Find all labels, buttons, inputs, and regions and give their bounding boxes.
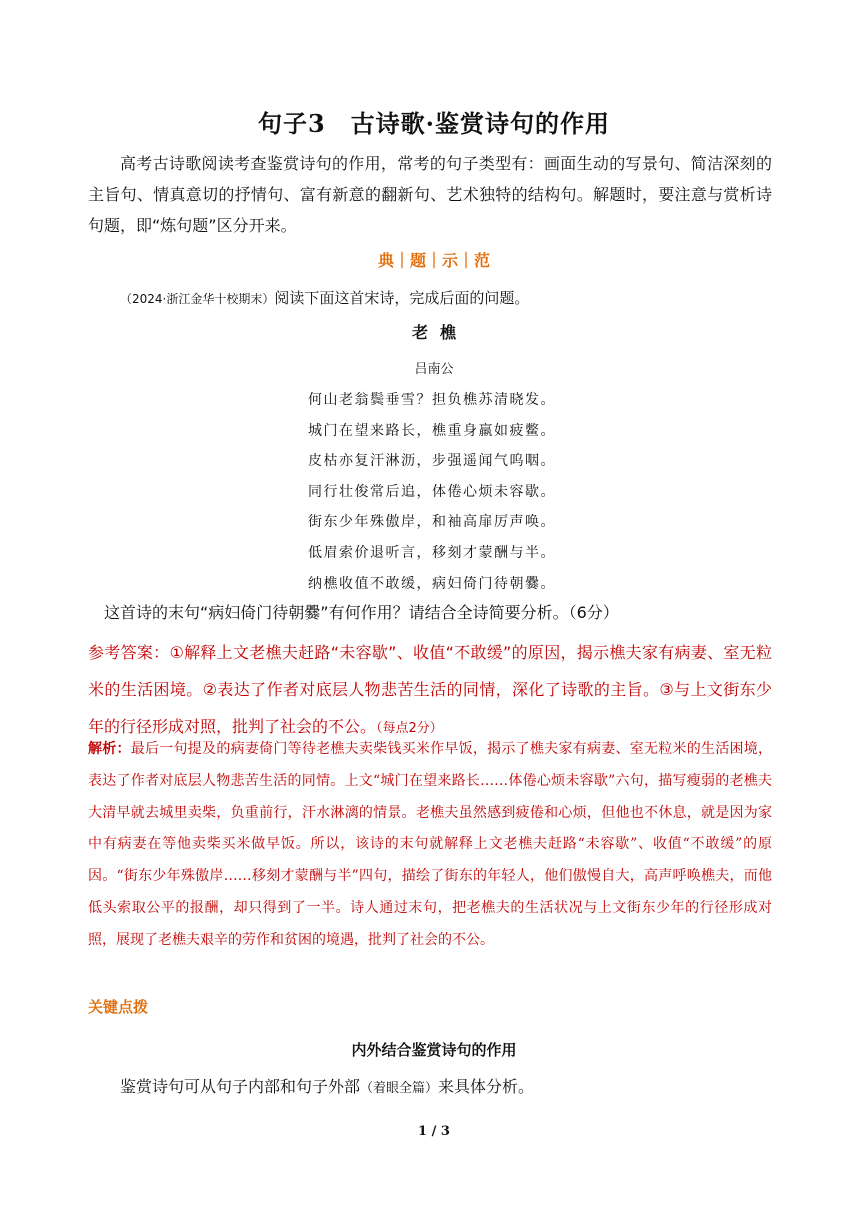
answer-text: ①解释上文老樵夫赶路“未容歇”、收值“不敢缓”的原因，揭示樵夫家有病妻、室无粒米的生活困境。②表达了作者对底层人物悲苦生活的同情，深化了诗歌的主旨。③与上文街东少年的行径形成对照，批判了社会的不公。: [88, 643, 772, 736]
page-title: 句子3 古诗歌·鉴赏诗句的作用: [257, 109, 611, 138]
poem-line: 纳樵收值不敢缓，病妇倚门待朝爨。: [308, 575, 556, 592]
paragraph-main: 鉴赏诗句可从句子内部和句子外部: [120, 1077, 361, 1096]
poem-body: [308, 385, 556, 599]
question-source: [120, 287, 529, 308]
closing-paragraph: [120, 1074, 534, 1097]
analysis-label: 解析：: [88, 741, 131, 757]
reference-answer: [88, 634, 772, 747]
paragraph-note: （着眼全篇）: [360, 1081, 439, 1096]
answer-score-note: （每点2分）: [376, 721, 443, 736]
poem-line: 同行壮俊常后追，体倦心烦未容歇。: [308, 483, 556, 500]
poem-author: 吕南公: [414, 362, 454, 377]
source-instruction: 阅读下面这首宋诗，完成后面的问题。: [274, 289, 530, 307]
poem-line: 何山老翁鬓垂雪？担负樵苏清晓发。: [308, 392, 556, 408]
source-tag: （2024·浙江金华十校期末）: [120, 292, 275, 306]
poem-title: 老樵: [411, 323, 468, 342]
intro-paragraph: 高考古诗歌阅读考查鉴赏诗句的作用，常考的句子类型有：画面生动的写景句、简洁深刻的主旨句、情真意切的抒情句、富有新意的翻新句、艺术独特的结构句。解题时，要注意与赏析诗句题，即“炼句题”区分开来。: [88, 154, 772, 235]
paragraph-end: 来具体分析。: [438, 1077, 535, 1096]
analysis-text: 最后一句提及的病妻倚门等待老樵夫卖柴钱买米作早饭，揭示了樵夫家有病妻、室无粒米的生活困境，表达了作者对底层人物悲苦生活的同情。上文“城门在望来路长……体倦心烦未容歇”六句，描写瘦弱的老樵夫大清早就去城里卖柴，负重前行，汗水淋漓的情景。老樵夫虽然感到疲倦和心烦，但他也不休息，就是因为家中有病妻在等他卖柴买米做早饭。所以，该诗的末句就解释上文老樵夫赶路“未容歇”、收值“不敢缓”的原因。“街东少年殊傲岸……移刻才蒙酬与半”四句，描绘了街东的年轻人，他们傲慢自大，高声呼唤樵夫，而他低头索取公平的报酬，却只得到了一半。诗人通过末句，把老樵夫的生活状况与上文街东少年的行径形成对照，展现了老樵夫艰辛的劳作和贫困的境遇，批判了社会的不公。: [88, 741, 773, 948]
answer-label: 参考答案：: [88, 643, 170, 662]
key-point-heading: 关键点拨: [88, 998, 149, 1016]
poem-line: 街东少年殊傲岸，和袖高扉厉声唤。: [308, 514, 556, 531]
poem-line: 城门在望来路长，樵重身羸如疲鳖。: [308, 422, 556, 439]
subheading: 内外结合鉴赏诗句的作用: [351, 1041, 517, 1059]
analysis-block: [88, 734, 772, 957]
poem-line: 低眉索价退听言，移刻才蒙酬与半。: [308, 544, 556, 561]
question-text: 这首诗的末句“病妇倚门待朝爨”有何作用？请结合全诗简要分析。（6分）: [104, 603, 619, 622]
page-number: 1 / 3: [418, 1124, 450, 1139]
section-banner: 典｜题｜示｜范: [377, 251, 490, 270]
poem-line: 皮枯亦复汗淋沥，步强遥闻气呜咽。: [308, 453, 556, 470]
